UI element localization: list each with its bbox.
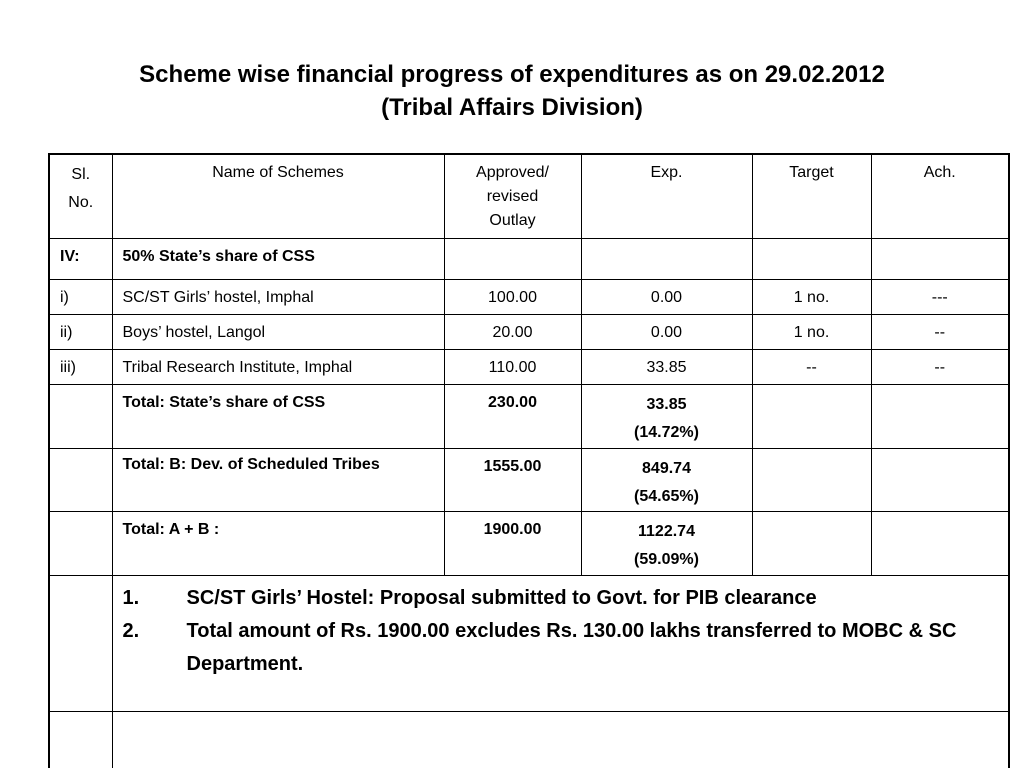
title-line-2: (Tribal Affairs Division): [381, 94, 643, 121]
header-outlay: [444, 154, 581, 238]
total-name: Total: State’s share of CSS: [112, 384, 444, 448]
header-name: Name of Schemes: [112, 154, 444, 238]
total-row: [49, 448, 1009, 511]
row-sl: i): [49, 279, 112, 314]
row-target: 1 no.: [752, 314, 871, 349]
total-outlay: 1555.00: [444, 448, 581, 511]
empty-cell: [871, 384, 1009, 448]
empty-cell: [112, 711, 1009, 768]
total-outlay: 230.00: [444, 384, 581, 448]
total-exp: [581, 511, 752, 575]
total-exp: [581, 448, 752, 511]
section-row: [49, 238, 1009, 279]
row-target: --: [752, 349, 871, 384]
empty-cell: [49, 448, 112, 511]
row-name: SC/ST Girls’ hostel, Imphal: [112, 279, 444, 314]
row-sl: ii): [49, 314, 112, 349]
row-outlay: 110.00: [444, 349, 581, 384]
notes-cell: [112, 575, 1009, 711]
empty-cell: [49, 575, 112, 711]
table-row: [49, 279, 1009, 314]
note-text: SC/ST Girls’ Hostel: Proposal submitted to Govt. for PIB clearance: [186, 586, 817, 609]
empty-cell: [49, 384, 112, 448]
row-name: Boys’ hostel, Langol: [112, 314, 444, 349]
empty-cell: [581, 238, 752, 279]
total-exp-percent: (14.72%): [634, 423, 699, 441]
total-row: [49, 384, 1009, 448]
header-outlay-line2: revised: [486, 188, 539, 205]
total-exp-percent: (59.09%): [634, 550, 699, 568]
row-outlay: 100.00: [444, 279, 581, 314]
total-row: [49, 511, 1009, 575]
total-name: Total: B: Dev. of Scheduled Tribes: [112, 448, 444, 511]
empty-cell: [752, 448, 871, 511]
note-number: 1.: [122, 586, 140, 609]
total-outlay: 1900.00: [444, 511, 581, 575]
notes-row: [49, 575, 1009, 711]
page-title: [0, 58, 1024, 124]
table-row: [49, 349, 1009, 384]
section-name: 50% State’s share of CSS: [112, 238, 444, 279]
note-number: 2.: [122, 619, 140, 642]
expenditure-table: [48, 153, 1010, 768]
header-ach: Ach.: [871, 154, 1009, 238]
total-exp-value: 33.85: [646, 395, 687, 413]
empty-cell: [871, 238, 1009, 279]
header-sl-line2: No.: [68, 194, 94, 211]
note-text: Total amount of Rs. 1900.00 excludes Rs. 130.00 lakhs transferred to MOBC & SC Department.: [186, 619, 957, 675]
note-item: [123, 582, 1009, 615]
row-exp: 33.85: [581, 349, 752, 384]
row-target: 1 no.: [752, 279, 871, 314]
title-line-1: Scheme wise financial progress of expenditures as on 29.02.2012: [139, 61, 885, 88]
header-target: Target: [752, 154, 871, 238]
header-exp: Exp.: [581, 154, 752, 238]
total-exp-percent: (54.65%): [634, 487, 699, 505]
empty-cell: [49, 711, 112, 768]
empty-cell: [752, 511, 871, 575]
empty-cell: [871, 448, 1009, 511]
empty-cell: [752, 384, 871, 448]
row-outlay: 20.00: [444, 314, 581, 349]
header-outlay-line3: Outlay: [489, 212, 536, 229]
total-exp-value: 1122.74: [638, 522, 695, 540]
row-name: Tribal Research Institute, Imphal: [112, 349, 444, 384]
empty-cell: [871, 511, 1009, 575]
empty-cell: [444, 238, 581, 279]
header-sl-line1: Sl.: [71, 166, 91, 183]
row-ach: ---: [871, 279, 1009, 314]
total-name: Total: A + B :: [112, 511, 444, 575]
empty-cell: [49, 511, 112, 575]
header-sl: [49, 154, 112, 238]
row-exp: 0.00: [581, 279, 752, 314]
row-ach: --: [871, 349, 1009, 384]
empty-cell: [752, 238, 871, 279]
section-sl: IV:: [49, 238, 112, 279]
header-row: [49, 154, 1009, 238]
row-exp: 0.00: [581, 314, 752, 349]
total-exp: [581, 384, 752, 448]
table-row: [49, 314, 1009, 349]
note-item: [123, 615, 1009, 681]
row-sl: iii): [49, 349, 112, 384]
total-exp-value: 849.74: [642, 459, 691, 477]
header-outlay-line1: Approved/: [476, 164, 549, 181]
row-ach: --: [871, 314, 1009, 349]
empty-row: [49, 711, 1009, 768]
